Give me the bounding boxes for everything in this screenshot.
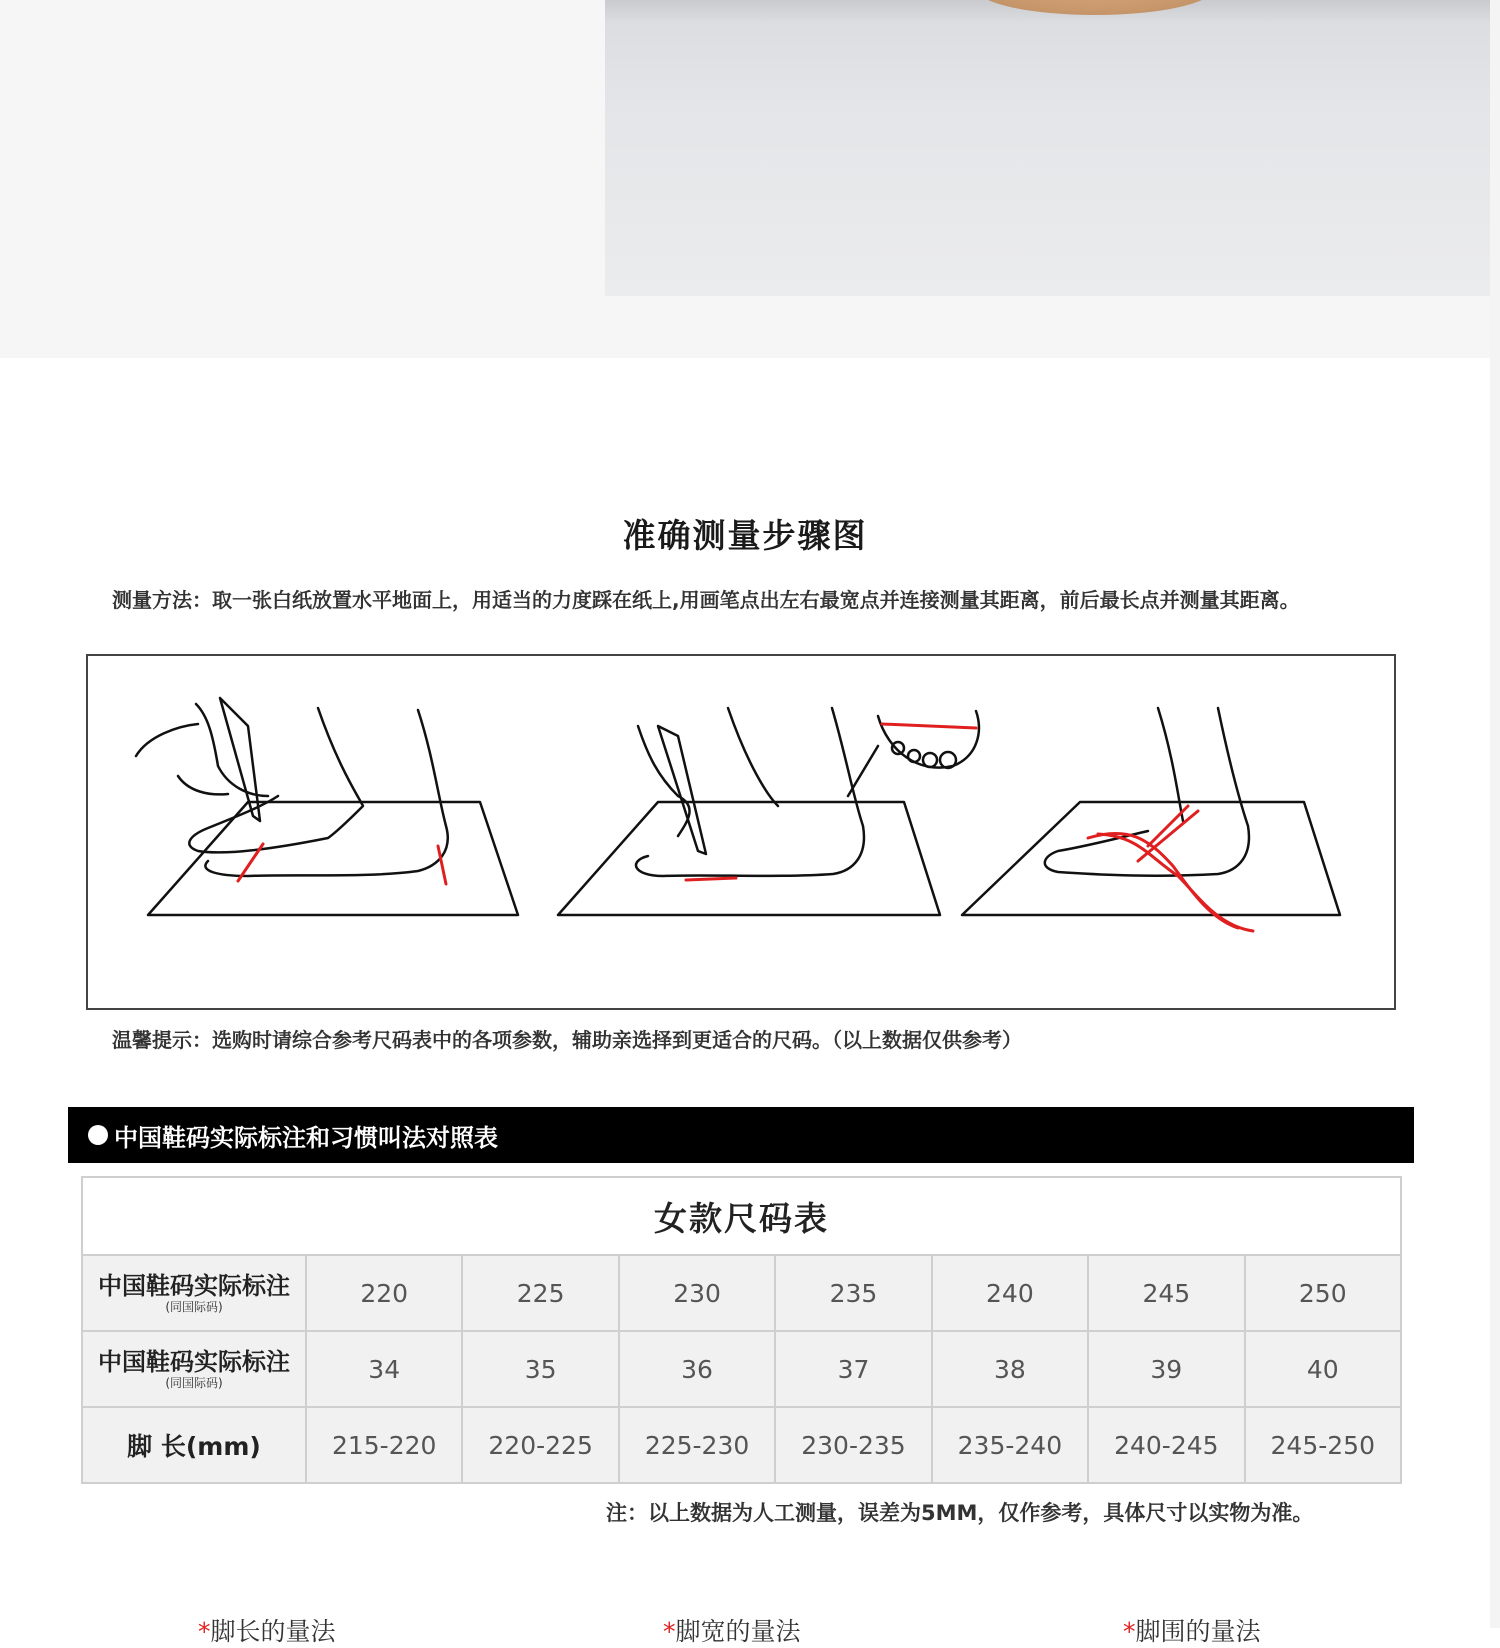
table-cell: 225-230: [619, 1407, 775, 1483]
table-row: [82, 1255, 1401, 1331]
table-cell: 37: [775, 1331, 931, 1407]
steps-title: 准确测量步骤图: [622, 516, 868, 555]
table-cell: 240: [932, 1255, 1088, 1331]
table-cell: 250: [1245, 1255, 1401, 1331]
table-row: [82, 1407, 1401, 1483]
row-header: 中国鞋码实际标注 (同国际码): [82, 1255, 306, 1331]
row-header: 脚 长(mm): [82, 1407, 306, 1483]
table-cell: 34: [306, 1331, 462, 1407]
size-table: [81, 1176, 1402, 1484]
table-cell: 40: [1245, 1331, 1401, 1407]
table-cell: 245: [1088, 1255, 1244, 1331]
bullet-dot-icon: [88, 1125, 108, 1145]
caption-foot-width: *脚宽的量法: [663, 1617, 801, 1646]
measurement-drawings: [88, 656, 1394, 1008]
measure-method-text: 测量方法：取一张白纸放置水平地面上，用适当的力度踩在纸上,用画笔点出左右最宽点并连接测量其距离，前后最长点并测量其距离。: [112, 588, 1300, 612]
right-edge: [1490, 0, 1500, 1628]
tip-text: 温馨提示：选购时请综合参考尺码表中的各项参数，辅助亲选择到更适合的尺码。（以上数据仅供参考）: [112, 1028, 1022, 1052]
table-cell: 235: [775, 1255, 931, 1331]
size-table-title: 女款尺码表: [82, 1177, 1401, 1255]
table-cell: 230: [619, 1255, 775, 1331]
table-cell: 215-220: [306, 1407, 462, 1483]
table-cell: 235-240: [932, 1407, 1088, 1483]
table-cell: 220: [306, 1255, 462, 1331]
table-cell: 39: [1088, 1331, 1244, 1407]
section-label: 中国鞋码实际标注和习惯叫法对照表: [114, 1124, 498, 1152]
table-cell: 38: [932, 1331, 1088, 1407]
foot-length-drawing: [136, 698, 518, 915]
foot-width-drawing: [558, 708, 979, 915]
table-cell: 225: [462, 1255, 618, 1331]
table-cell: 36: [619, 1331, 775, 1407]
table-cell: 230-235: [775, 1407, 931, 1483]
foot-girth-drawing: [962, 708, 1340, 915]
table-cell: 220-225: [462, 1407, 618, 1483]
table-cell: 35: [462, 1331, 618, 1407]
caption-foot-girth: *脚围的量法: [1123, 1617, 1261, 1646]
row-header: 中国鞋码实际标注 (同国际码): [82, 1331, 306, 1407]
table-cell: 245-250: [1245, 1407, 1401, 1483]
footnote: 注：以上数据为人工测量，误差为5MM，仅作参考，具体尺寸以实物为准。: [606, 1501, 1314, 1525]
section-header-bar: [68, 1107, 1414, 1163]
table-cell: 240-245: [1088, 1407, 1244, 1483]
caption-foot-length: *脚长的量法: [198, 1617, 336, 1646]
product-photo: [605, 0, 1500, 296]
table-row: [82, 1331, 1401, 1407]
